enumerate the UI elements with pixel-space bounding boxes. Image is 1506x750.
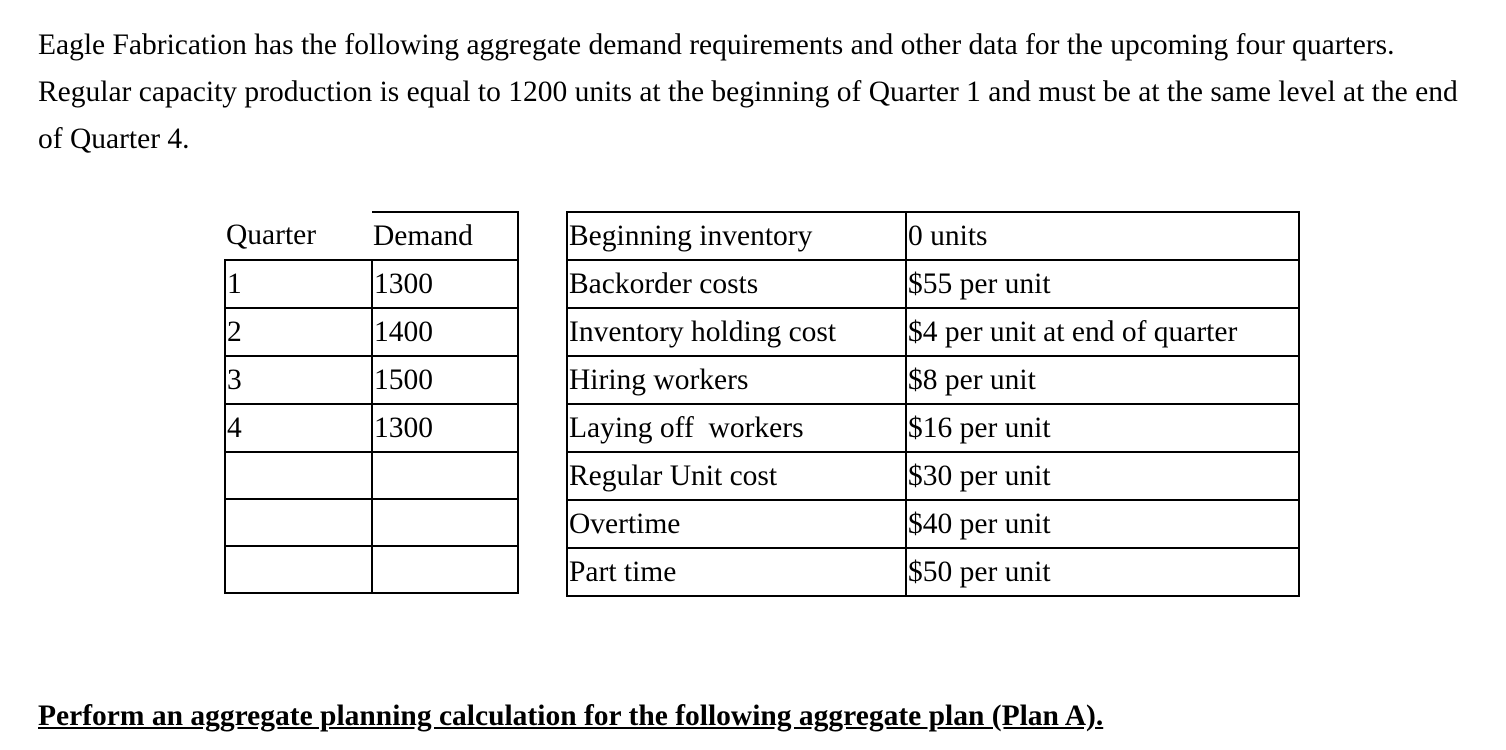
table-row: [225, 260, 518, 308]
table-row: [567, 212, 1299, 260]
cost-label-cell: Laying off workers: [567, 404, 906, 452]
quarter-cell: [225, 499, 372, 546]
intro-paragraph: Eagle Fabrication has the following aggregate demand requirements and other data for the upcoming four quarters. Regular capacity production is equal to 1200 units at the beginning of Quarter 1 and must be at the same level at the end of Quarter 4.: [38, 29, 1458, 155]
demand-cell: [372, 546, 518, 593]
quarter-cell: 1: [225, 260, 372, 308]
cost-label-cell: Backorder costs: [567, 260, 906, 308]
cost-table: [566, 211, 1300, 597]
table-row: [225, 356, 518, 404]
demand-cell: 1500: [372, 356, 518, 404]
cost-label-cell: Overtime: [567, 500, 906, 548]
cost-label-cell: Hiring workers: [567, 356, 906, 404]
demand-header: Demand: [372, 212, 518, 260]
table-row: [225, 499, 518, 546]
quarter-cell: [225, 452, 372, 499]
demand-table: [224, 211, 519, 594]
cost-value-cell: 0 units: [906, 212, 1299, 260]
cost-label-cell: Beginning inventory: [567, 212, 906, 260]
table-row: [225, 308, 518, 356]
demand-cell: 1300: [372, 260, 518, 308]
table-row: [567, 548, 1299, 596]
quarter-header: Quarter: [225, 212, 372, 260]
cost-value-cell: $8 per unit: [906, 356, 1299, 404]
task-instruction: Perform an aggregate planning calculation for the following aggregate plan (Plan A).: [38, 700, 1104, 732]
quarter-cell: [225, 546, 372, 593]
table-row: [567, 260, 1299, 308]
cost-label-cell: Inventory holding cost: [567, 308, 906, 356]
demand-cell: 1400: [372, 308, 518, 356]
demand-cell: [372, 499, 518, 546]
quarter-cell: 3: [225, 356, 372, 404]
table-row: [567, 308, 1299, 356]
cost-value-cell: $30 per unit: [906, 452, 1299, 500]
table-row: [225, 404, 518, 452]
quarter-cell: 2: [225, 308, 372, 356]
cost-label-cell: Regular Unit cost: [567, 452, 906, 500]
cost-value-cell: $40 per unit: [906, 500, 1299, 548]
cost-value-cell: $16 per unit: [906, 404, 1299, 452]
table-row: [567, 452, 1299, 500]
cost-value-cell: $55 per unit: [906, 260, 1299, 308]
table-row: [567, 404, 1299, 452]
table-row: [225, 452, 518, 499]
table-row: [567, 500, 1299, 548]
cost-value-cell: $50 per unit: [906, 548, 1299, 596]
table-row: [225, 546, 518, 593]
table-row: [567, 356, 1299, 404]
demand-table-header: [225, 212, 518, 260]
demand-cell: [372, 452, 518, 499]
cost-value-cell: $4 per unit at end of quarter: [906, 308, 1299, 356]
demand-cell: 1300: [372, 404, 518, 452]
cost-label-cell: Part time: [567, 548, 906, 596]
quarter-cell: 4: [225, 404, 372, 452]
